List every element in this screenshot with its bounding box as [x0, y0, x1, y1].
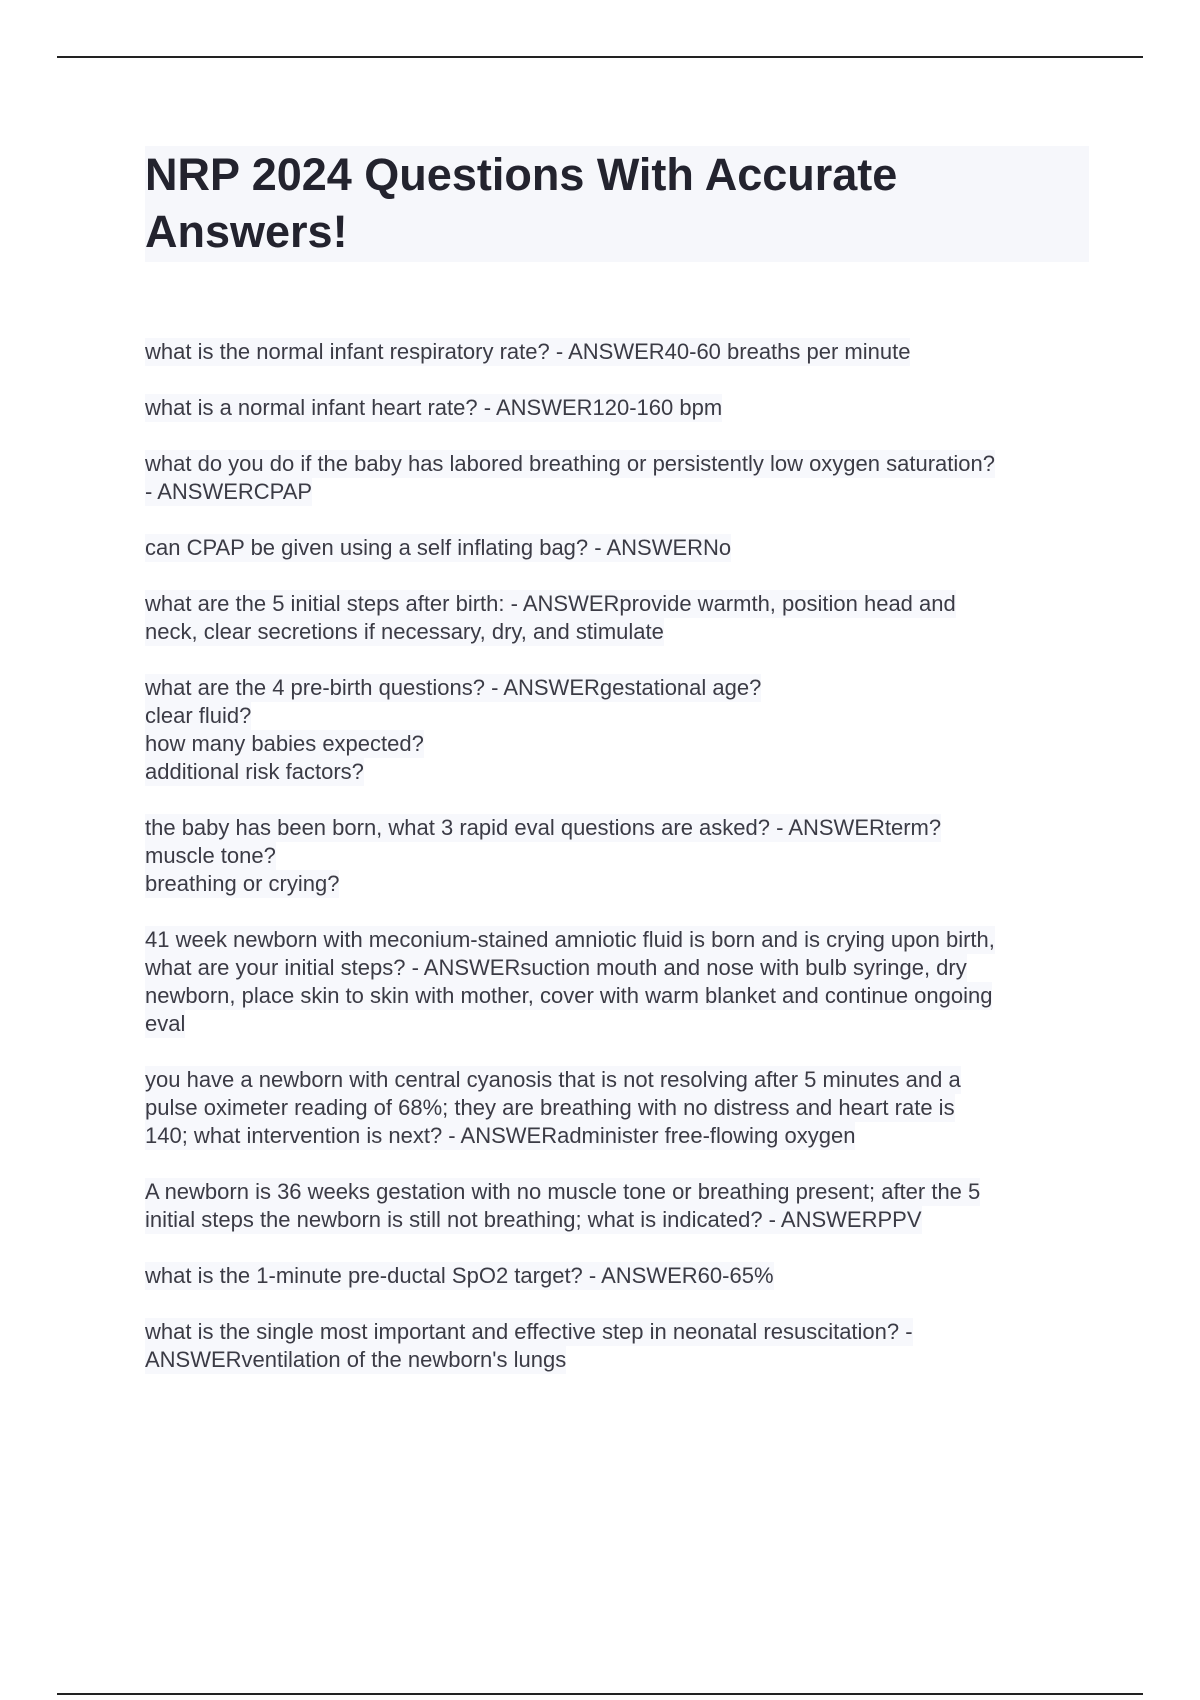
qa-line: A newborn is 36 weeks gestation with no muscle tone or breathing present; after the 5 — [145, 1179, 981, 1204]
document-title: NRP 2024 Questions With Accurate Answers! — [145, 149, 898, 257]
document-body — [145, 146, 1089, 1372]
qa-item — [145, 1178, 1089, 1234]
qa-item — [145, 674, 1089, 786]
qa-line: neck, clear secretions if necessary, dry, and stimulate — [145, 619, 664, 644]
qa-line: how many babies expected? — [145, 731, 424, 756]
qa-item — [145, 534, 1089, 562]
qa-line: ANSWERventilation of the newborn's lungs — [145, 1347, 567, 1372]
qa-item — [145, 338, 1089, 366]
qa-line: initial steps the newborn is still not breathing; what is indicated? - ANSWERPPV — [145, 1207, 922, 1232]
qa-item — [145, 394, 1089, 422]
qa-line: what is the 1-minute pre-ductal SpO2 target? - ANSWER60-65% — [145, 1263, 774, 1288]
qa-line: what is the single most important and effective step in neonatal resuscitation? - — [145, 1319, 913, 1344]
qa-item — [145, 814, 1089, 898]
qa-line: clear fluid? — [145, 703, 252, 728]
qa-line: pulse oximeter reading of 68%; they are breathing with no distress and heart rate is — [145, 1095, 955, 1120]
qa-item — [145, 590, 1089, 646]
qa-line: what are the 4 pre-birth questions? - ANSWERgestational age? — [145, 675, 762, 700]
qa-line: what is the normal infant respiratory rate? - ANSWER40-60 breaths per minute — [145, 339, 911, 364]
qa-line: 140; what intervention is next? - ANSWERadminister free-flowing oxygen — [145, 1123, 856, 1148]
qa-item — [145, 1318, 1089, 1374]
qa-item — [145, 1066, 1089, 1150]
qa-line: - ANSWERCPAP — [145, 479, 313, 504]
qa-line: eval — [145, 1011, 186, 1036]
qa-line: 41 week newborn with meconium-stained amniotic fluid is born and is crying upon birth, — [145, 927, 995, 952]
qa-line: newborn, place skin to skin with mother, cover with warm blanket and continue ongoing — [145, 983, 993, 1008]
bottom-rule — [57, 1693, 1143, 1695]
top-rule — [57, 56, 1143, 58]
qa-line: additional risk factors? — [145, 759, 364, 784]
qa-line: the baby has been born, what 3 rapid eval questions are asked? - ANSWERterm? — [145, 815, 942, 840]
qa-line: breathing or crying? — [145, 871, 340, 896]
title-block — [145, 146, 1089, 262]
qa-line: muscle tone? — [145, 843, 276, 868]
qa-item — [145, 1262, 1089, 1290]
qa-line: what is a normal infant heart rate? - ANSWER120-160 bpm — [145, 395, 723, 420]
qa-line: what do you do if the baby has labored breathing or persistently low oxygen saturation? — [145, 451, 995, 476]
qa-item — [145, 450, 1089, 506]
qa-list — [145, 338, 1089, 1402]
qa-line: can CPAP be given using a self inflating bag? - ANSWERNo — [145, 535, 732, 560]
qa-line: what are your initial steps? - ANSWERsuction mouth and nose with bulb syringe, dry — [145, 955, 967, 980]
qa-line: what are the 5 initial steps after birth: - ANSWERprovide warmth, position head and — [145, 591, 956, 616]
qa-item — [145, 926, 1089, 1038]
qa-line: you have a newborn with central cyanosis that is not resolving after 5 minutes and a — [145, 1067, 961, 1092]
